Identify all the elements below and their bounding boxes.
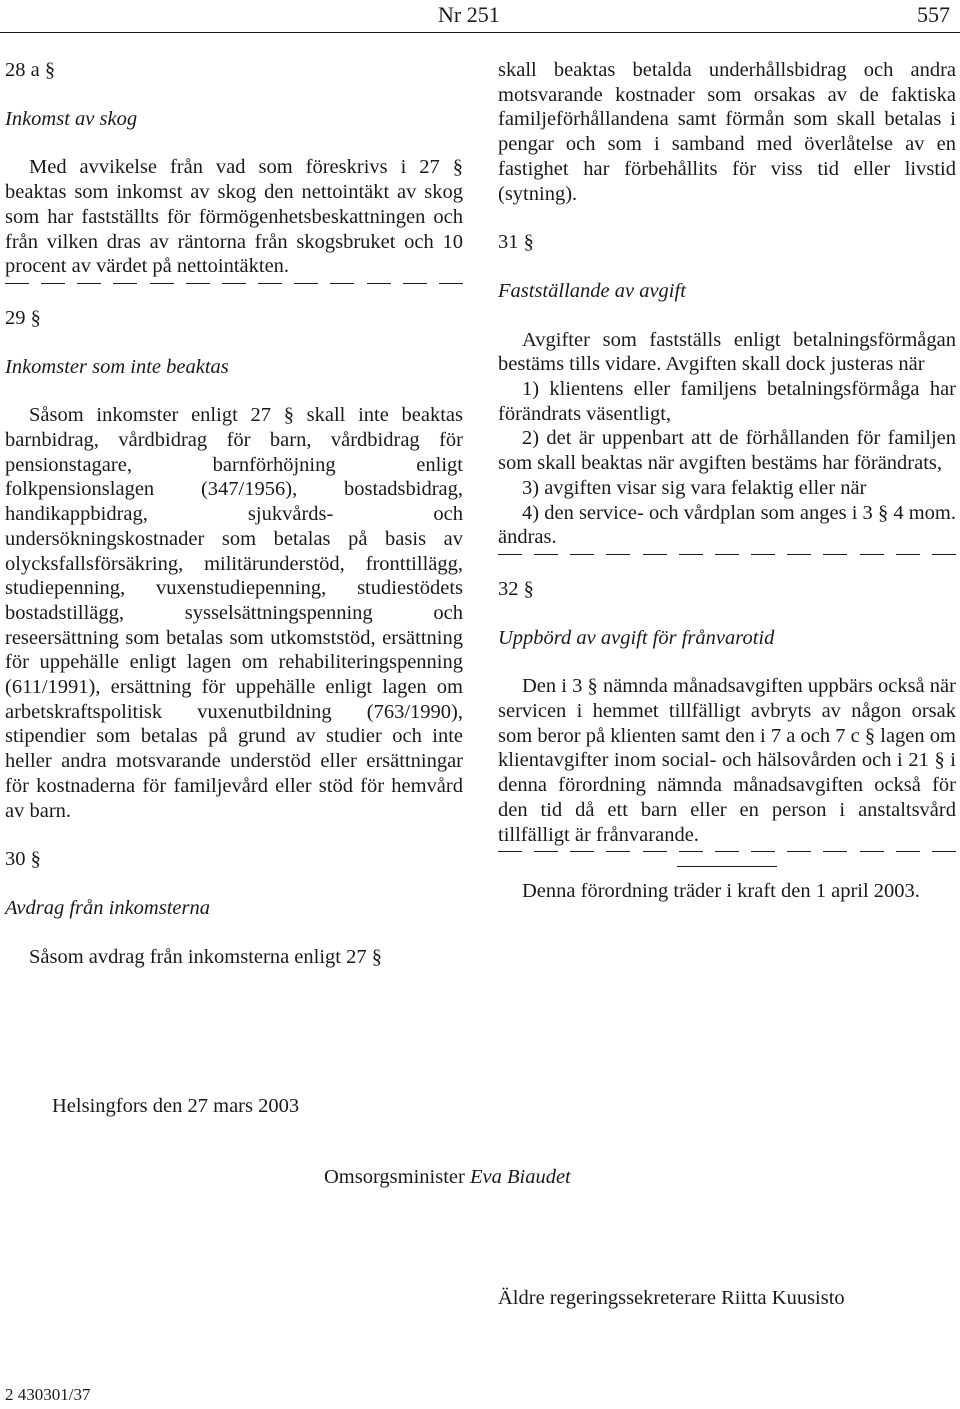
section-32-number: 32 § — [498, 577, 534, 600]
minister-title: Omsorgsminister — [324, 1166, 465, 1188]
section-30-continuation: skall beaktas betalda underhållsbidrag och andra motsvarande kostnader som orsakas av de faktiska familjeförhållandena samt förmån som skall betalas i pengar och som i samband med överlåtelse av en fastighet har förbehållits för viss tid eller livstid (sytning). — [498, 59, 956, 205]
secretary-signature: Äldre regeringssekreterare Riitta Kuusisto — [498, 1287, 845, 1309]
statute-number: Nr 251 — [438, 2, 500, 27]
end-rule — [677, 866, 777, 867]
entry-into-force-text: Denna förordning träder i kraft den 1 april 2003. — [522, 880, 920, 903]
section-28a-number: 28 a § — [5, 59, 56, 81]
header-rule — [0, 32, 960, 33]
section-29-text: Såsom inkomster enligt 27 § skall inte beaktas barnbidrag, vårdbidrag för barn, vårdbidrag för pensionstagare, barnförhöjning enligt folkpensionslagen (347/1956), bostadsbidrag, handikappbidrag, sjukvårds- och undersökningskostnader som betalas på basis av olycksfallsförsäkring, militärunderstöd, fronttillägg, studiepenning, vuxenstudiepenning, studiestödets bostadstillägg, sysselsättningspenning och reseersättning som betalas som utkomststöd, ersättning för uppehälle enligt lagen om rehabiliteringspenning (611/1991), ersättning för uppehälle enligt lagen om arbetskraftspolitisk vuxenutbildning (763/1990), stipendier som betalas på grund av studier och inte heller andra motsvarande understöd eller ersättningar för kostnaderna för familjevård eller stöd för hemvård av barn. — [5, 404, 463, 822]
section-separator — [498, 847, 956, 852]
section-31-item: 1) klientens eller familjens betalningsförmåga har förändrats väsentligt, — [498, 378, 956, 425]
page-number: 557 — [917, 2, 950, 27]
minister-signature — [324, 1166, 571, 1189]
section-30-title: Avdrag från inkomsterna — [5, 896, 210, 919]
section-29-number: 29 § — [5, 306, 41, 329]
section-30-text: Såsom avdrag från inkomsterna enligt 27 § — [29, 945, 382, 968]
section-31-title: Fastställande av avgift — [498, 279, 686, 302]
section-29-title: Inkomster som inte beaktas — [5, 355, 229, 378]
section-31-item: 3) avgiften visar sig vara felaktig eller när — [522, 476, 867, 499]
section-31-item: 4) den service- och vårdplan som anges i 3 § 4 mom. ändras. — [498, 501, 956, 549]
section-30-number: 30 § — [5, 848, 41, 871]
section-31-text: Avgifter som fastställs enligt betalningsförmågan bestäms tills vidare. Avgiften skall dock justeras när — [498, 328, 956, 376]
section-32-text: Den i 3 § nämnda månadsavgiften uppbärs också när servicen i hemmet tillfälligt avbryts av någon orsak som beror på klienten samt den i 7 a och 7 c § lagen om klientavgifter inom social- och hälsovården och i 21 § i denna förordning nämnda månadsavgiften också för den tid då ett barn eller en person i anstaltsvård tillfälligt är frånvarande. — [498, 675, 956, 846]
section-28a-text: Med avvikelse från vad som föreskrivs i 27 § beaktas som inkomst av skog den nettointäkt av skog som har fastställts för förmögenhetsbeskattningen och från vilken dras av räntorna från skogsbruket och 10 procent av värdet på nettointäkten. — [5, 156, 463, 278]
section-31-number: 31 § — [498, 231, 534, 254]
page-header — [0, 2, 960, 30]
section-32-title: Uppbörd av avgift för frånvarotid — [498, 626, 775, 649]
section-31-item: 2) det är uppenbart att de förhållanden för familjen som skall beaktas när avgiften bestäms har förändrats, — [498, 427, 956, 475]
place-date: Helsingfors den 27 mars 2003 — [52, 1095, 300, 1117]
section-28a-title: Inkomst av skog — [5, 107, 138, 130]
right-column — [498, 58, 956, 904]
left-column — [5, 58, 463, 969]
minister-name: Eva Biaudet — [469, 1166, 571, 1188]
publication-code: 2 430301/37 — [5, 1385, 91, 1404]
